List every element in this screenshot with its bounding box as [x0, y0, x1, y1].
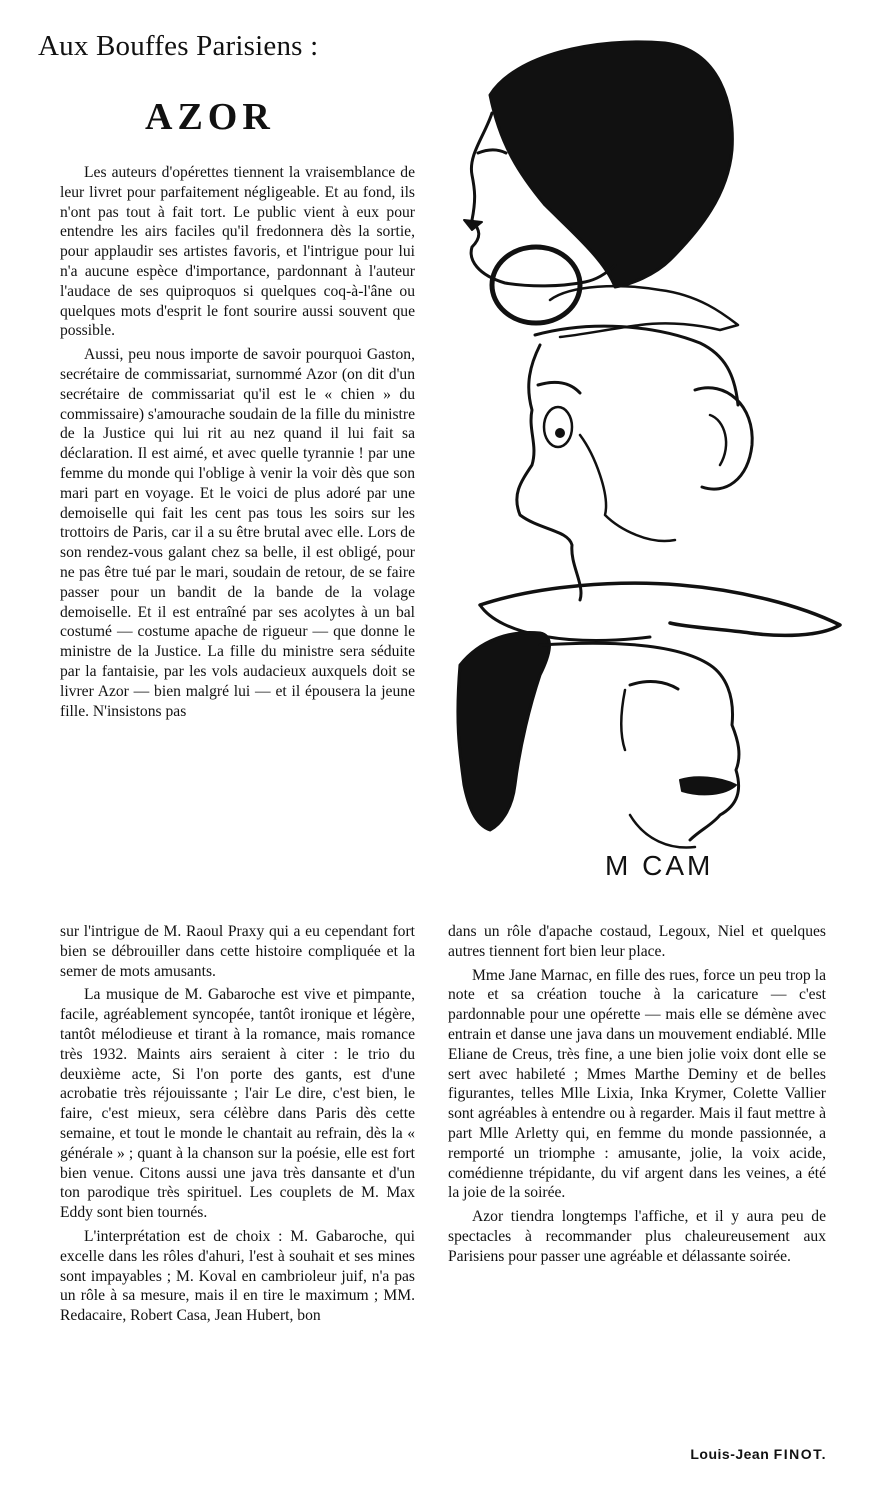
woman-lips — [464, 220, 482, 230]
paragraph: Azor tiendra longtemps l'affiche, et il y aura peu de spectacles à recommander plus chaleureusement aux Parisiens pour passer une agréable et délassante soirée. — [448, 1208, 826, 1265]
mustache — [680, 777, 736, 794]
article-title: AZOR — [145, 96, 275, 138]
caricature-illustration — [420, 25, 870, 905]
paragraph: Les auteurs d'opérettes tiennent la vraisemblance de leur livret pour parfaitement négligeable. Et au fond, ils n'ont pas tout à fait tort. Le public vient à eux pour entendre les airs faciles qu'il fredonnera dès la sortie, pour applaudir ses artistes favoris, et l'intrigue pour lui n'a aucune espèce d'importance, pardonnant à l'auteur l'audace de ses quiproquos si quelques coq-à-l'âne ou quelques mots d'esprit le font sourire aussi souvent que possible. — [60, 164, 415, 340]
paragraph: L'interprétation est de choix : M. Gabaroche, qui excelle dans les rôles d'ahuri, l'est à souhait et ses mines sont impayables ; M. Koval en cambrioleur juif, n'a pas un rôle à sa mesure, mais il en tire le maximum ; MM. Redacaire, Robert Casa, Jean Hubert, bon — [60, 1227, 415, 1325]
artist-signature: M CAM — [605, 850, 714, 881]
man-head — [535, 326, 738, 405]
paragraph: Mme Jane Marnac, en fille des rues, force un peu trop la note et sa création touche à la caricature — c'est pardonnable pour une opérette — mais elle se démène avec entrain et danse une java dans un mouvement endiablé. Mlle Eliane de Creus, très fine, a une bien jolie voix dont elle se sert avec habileté ; Mmes Marthe Deminy et de belles figurantes, telles Mlle Lixia, Inka Krymer, Colette Vallier sont agréables à entendre ou à regarder. Mais il faut mettre à part Mlle Arletty qui, en femme du monde passionnée, a remporté un triomphe : amusante, jolie, la voix acide, comédienne trépidante, du vif argent dans les veines, a été la joie de la soirée. — [448, 966, 826, 1202]
paragraph: dans un rôle d'apache costaud, Legoux, Niel et quelques autres tiennent fort bien leur place. — [448, 923, 826, 960]
man-eye — [544, 407, 572, 447]
paragraph: La musique de M. Gabaroche est vive et pimpante, facile, agréablement syncopée, tantôt ironique et légère, tantôt mélodieuse et tirant à la romance, mais romance très 1932. Maints airs seraient à citer : le trio du deuxième acte, Si l'on porte des gants, est d'une acrobatie très réjouissante ; l'air Le dire, c'est bien, le faire, c'est mieux, sera célèbre dans Paris dès cette semaine, et tout le monde le chantait au refrain, dès la « générale » ; quant à la chanson sur la poésie, elle est fort bien venue. Citons aussi une java très dansante et d'un ton parodique très spirituel. Les couplets de M. Max Eddy sont bien tournés. — [60, 986, 415, 1222]
paragraph: Aussi, peu nous importe de savoir pourquoi Gaston, secrétaire de commissariat, surnommé Azor (on dit d'un secrétaire de commissariat qu'il est le « chien » du commissaire) s'amourache soudain de la fille du ministre de la Justice qui lui rit au nez quand il lui fait sa déclaration. Il est aimé, et avec quelle tyrannie ! par une femme du monde qui l'oblige à venir la voir dès que son mari part en voyage. Et le voici de plus adoré par une demoiselle qui fait les cent pas tous les soirs sur les trottoirs de Paris, car il a su être brutal avec elle. Lors de son rendez-vous galant chez sa belle, il est obligé, pour ne pas être tué par le mari, soudain de retour, de se faire passer pour un bandit de la bande de la volage demoiselle. Et il est entraîné par ses acolytes à un bal costumé — costume apache de rigueur — que donne le ministre de la Justice. La fille du ministre sera séduite par la fantaisie, par les vols audacieux auxquels doit se livrer Azor — bien malgré lui — et il épousera la jeune fille. N'insistons pas — [60, 346, 415, 720]
article-kicker: Aux Bouffes Parisiens : — [38, 30, 319, 62]
article-column-left-bottom — [60, 922, 415, 1330]
paragraph: sur l'intrigue de M. Raoul Praxy qui a eu cependant fort bien se débrouiller dans cette histoire compliquée et la semer de mots amusants. — [60, 923, 415, 980]
man-brow — [538, 382, 580, 393]
hat-brim — [480, 583, 840, 635]
author-first-name: Louis-Jean — [690, 1446, 770, 1462]
mustache-man-hair — [458, 632, 550, 830]
man-cheek — [580, 435, 675, 541]
mustache-man-eye — [630, 682, 678, 689]
author-signature — [690, 1446, 827, 1462]
article-column-left-top — [60, 163, 415, 725]
article-column-right — [448, 922, 826, 1271]
woman-eye — [478, 150, 506, 153]
author-last-name: FINOT. — [773, 1446, 827, 1462]
mustache-man-face — [540, 643, 739, 840]
man-ear — [695, 388, 752, 489]
